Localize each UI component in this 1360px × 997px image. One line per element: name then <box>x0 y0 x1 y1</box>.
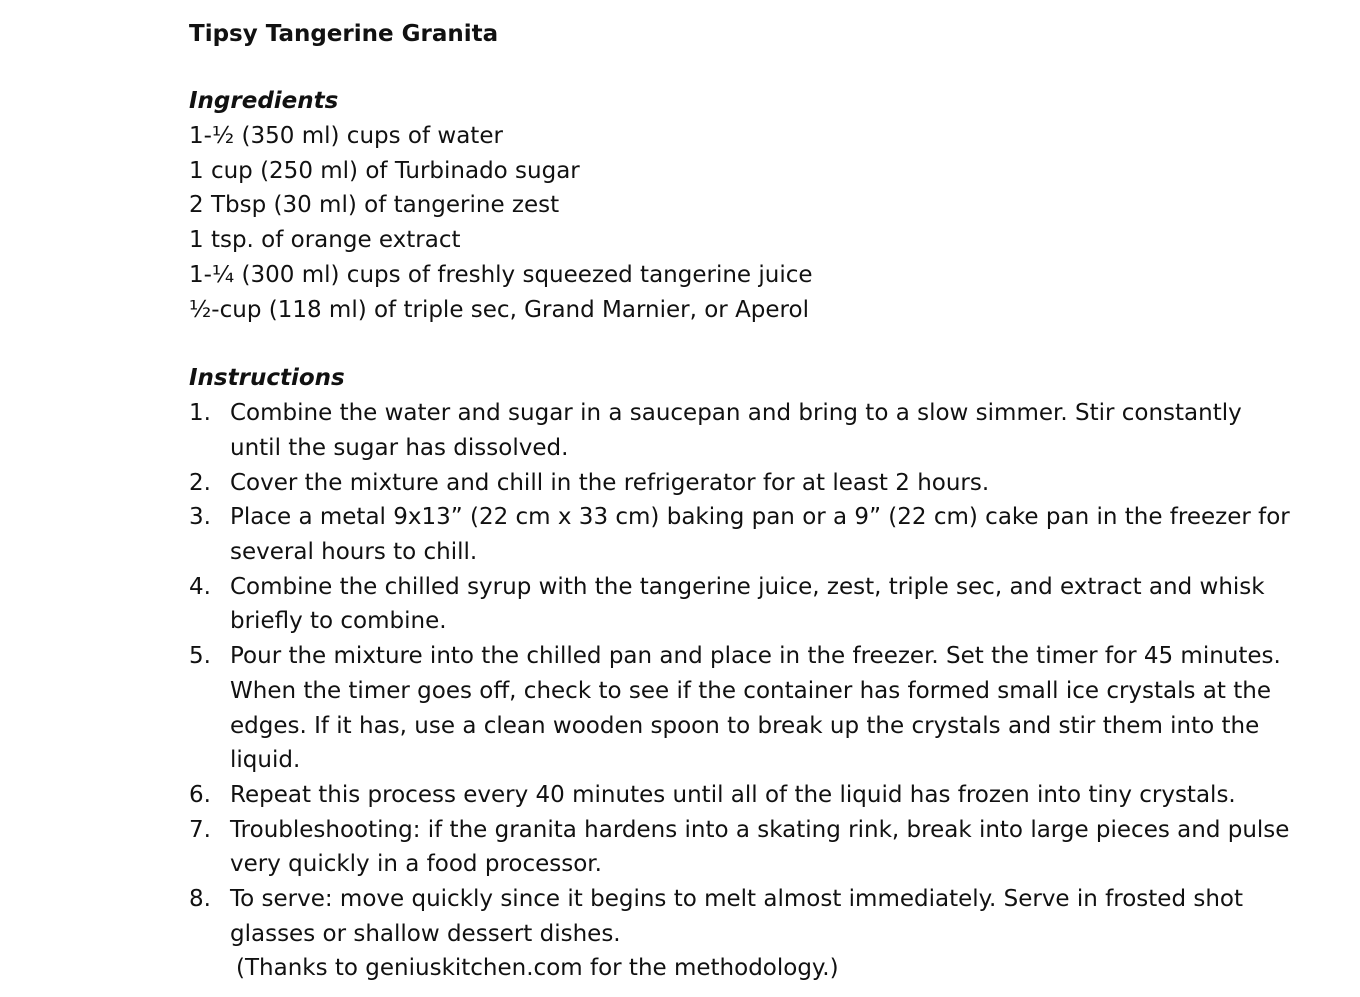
step-number: 4. <box>189 573 211 600</box>
recipe-title: Tipsy Tangerine Granita <box>189 21 499 47</box>
step-text: Place a metal 9x13” (22 cm x 33 cm) baking pan or a 9” (22 cm) cake pan in the freezer for several hours to chill. <box>230 504 1290 566</box>
instruction-step <box>189 778 1299 813</box>
step-text: Cover the mixture and chill in the refrigerator for at least 2 hours. <box>230 469 990 496</box>
step-number: 1. <box>189 400 211 427</box>
step-number: 7. <box>189 816 211 843</box>
ingredient-item: 1-¼ (300 ml) cups of freshly squeezed tangerine juice <box>189 261 813 288</box>
step-text: Troubleshooting: if the granita hardens into a skating rink, break into large pieces and pulse very quickly in a food processor. <box>230 816 1290 878</box>
step-number: 6. <box>189 781 211 808</box>
ingredient-list <box>189 119 1299 327</box>
credit-note: (Thanks to geniuskitchen.com for the methodology.) <box>236 955 839 982</box>
step-number: 3. <box>189 504 211 531</box>
instruction-step <box>189 500 1299 569</box>
step-number: 5. <box>189 643 211 670</box>
ingredient-item: ½-cup (118 ml) of triple sec, Grand Marnier, or Aperol <box>189 296 809 323</box>
ingredient-item: 1 cup (250 ml) of Turbinado sugar <box>189 157 580 184</box>
recipe-document <box>189 14 1299 986</box>
instruction-step <box>189 570 1299 639</box>
instruction-step <box>189 639 1299 778</box>
ingredient-item: 2 Tbsp (30 ml) of tangerine zest <box>189 192 560 219</box>
instructions-heading: Instructions <box>189 365 345 392</box>
instruction-step <box>189 396 1299 465</box>
ingredient-item: 1-½ (350 ml) cups of water <box>189 123 503 149</box>
ingredient-item: 1 tsp. of orange extract <box>189 227 461 254</box>
instruction-step <box>189 882 1299 951</box>
ingredients-heading: Ingredients <box>189 88 339 114</box>
step-number: 8. <box>189 886 211 913</box>
instruction-step <box>189 813 1299 882</box>
step-text: To serve: move quickly since it begins to melt almost immediately. Serve in frosted shot glasses or shallow dessert dishes. <box>230 886 1243 947</box>
step-text: Pour the mixture into the chilled pan and place in the freezer. Set the timer for 45 minutes. When the timer goes off, check to see if the container has formed small ice crystals at the edges. If it has, use a clean wooden spoon to break up the crystals and stir them into the liquid. <box>230 643 1281 774</box>
step-text: Combine the chilled syrup with the tangerine juice, zest, triple sec, and extract and whisk briefly to combine. <box>230 573 1265 635</box>
step-text: Repeat this process every 40 minutes until all of the liquid has frozen into tiny crystals. <box>230 781 1236 808</box>
step-text: Combine the water and sugar in a saucepan and bring to a slow simmer. Stir constantly until the sugar has dissolved. <box>230 400 1242 461</box>
instruction-steps <box>189 396 1299 951</box>
instruction-step <box>189 466 1299 501</box>
step-number: 2. <box>189 469 211 496</box>
